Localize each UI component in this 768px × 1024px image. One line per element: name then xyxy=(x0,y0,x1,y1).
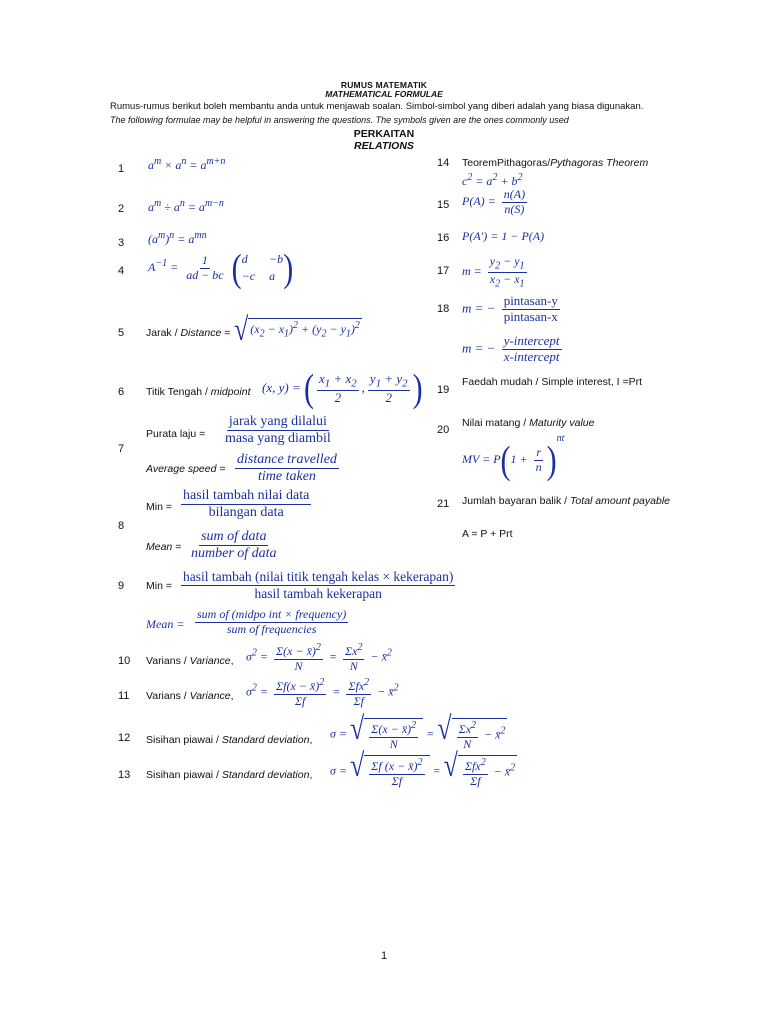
note-ms: Rumus-rumus berikut boleh membantu anda untuk menjawab soalan. Simbol-simbol yang diberi adalah yang biasa digunakan. xyxy=(110,101,644,112)
formula-number-5: 5 xyxy=(118,327,125,339)
formula-21: A = P + Prt xyxy=(462,528,513,540)
formula-5: √ $(x_2 - x_1)^2 + (y_2 - y_1)^2$ xyxy=(234,311,360,348)
formula-number-20: 20 xyxy=(437,424,450,436)
formula-8-label-ms: Min = xyxy=(146,501,172,513)
formula-11: $\sigma^2$ = $\frac{\Sigma f(x - x̄)^2}{\Sigma f}$ = $\frac{\Sigma fx^2}{\Sigma f}$ − x̄$^2$ xyxy=(246,677,399,708)
formula-7-label-ms: Purata laju = xyxy=(146,428,206,440)
formula-number-16: 16 xyxy=(437,232,450,244)
formula-7-en: $\frac{\text{distance travelled}}{\text{time taken}}$ xyxy=(237,452,337,485)
formula-number-8: 8 xyxy=(118,520,125,532)
formula-12-label: Sisihan piawai / Standard deviation, xyxy=(146,734,313,746)
formula-7-label-en: Average speed = xyxy=(146,463,226,475)
formula-number-6: 6 xyxy=(118,386,125,398)
formula-20-label: Nilai matang / Maturity value xyxy=(462,417,595,429)
section-title-ms: PERKAITAN xyxy=(353,128,415,140)
formula-number-2: 2 xyxy=(118,203,125,215)
formula-11-label: Varians / Variance, xyxy=(146,690,234,702)
formula-number-21: 21 xyxy=(437,498,450,510)
formula-10-label: Varians / Variance, xyxy=(146,655,234,667)
note-en: The following formulae may be helpful in answering the questions. The symbols given are the ones commonly used xyxy=(110,115,569,125)
formula-18-en: m = − $\frac{\text{y-intercept}}{\text{x-intercept}}$ xyxy=(462,333,560,364)
formula-18-ms: m = − $\frac{\text{pintasan-y}}{\text{pintasan-x}}$ xyxy=(462,293,558,324)
formula-10: $\sigma^2$ = $\frac{\Sigma(x - x̄)^2}{N}$ = $\frac{\Sigma x^2}{N}$ − x̄$^2$ xyxy=(246,642,392,673)
formula-6: (x, y) = ( $\frac{x_1 + x_2}{2}$ , $\frac{y_1 + y_2}{2}$ ) xyxy=(262,367,423,411)
formula-8-label-en: Mean = xyxy=(146,541,182,553)
formula-2: $a^m \div a^n = a^{m-n}$ xyxy=(148,198,224,214)
page-number: 1 xyxy=(380,950,388,962)
formula-17: m = $\frac{y_2 - y_1}{x_2 - x_1}$ xyxy=(462,254,525,290)
formula-number-9: 9 xyxy=(118,580,125,592)
formula-9-ms: $\frac{\text{hasil tambah (nilai titik tengah kelas × kekerapan)}}{\text{hasil tambah kekerapan}}$ xyxy=(183,569,454,601)
formula-9-label-ms: Min = xyxy=(146,580,172,592)
formula-20: MV = P(1 + $\frac{r}{n}$ )$^{nt}$ xyxy=(462,433,565,482)
formula-number-10: 10 xyxy=(118,655,131,667)
formula-number-15: 15 xyxy=(437,199,450,211)
section-title-en: RELATIONS xyxy=(354,140,414,152)
formula-6-label: Titik Tengah / midpoint xyxy=(146,386,251,398)
formula-3: $(a^m)^n = a^{mn}$ xyxy=(148,230,207,246)
formula-21-label: Jumlah bayaran balik / Total amount payable xyxy=(462,495,671,507)
title-en: MATHEMATICAL FORMULAE xyxy=(325,89,443,99)
formula-15: P(A) = $\frac{n(A)}{n(S)}$ xyxy=(462,187,526,216)
formula-number-4: 4 xyxy=(118,265,125,277)
formula-13-label: Sisihan piawai / Standard deviation, xyxy=(146,769,313,781)
title-ms: RUMUS MATEMATIK xyxy=(340,80,428,90)
formula-19-label: Faedah mudah / Simple interest, I =Prt xyxy=(462,376,643,388)
formula-12: σ = √ $\frac{\Sigma(x - x̄)^2}{N}$ = √ $\frac{\Sigma x^2}{N}$ − x̄$^2$ xyxy=(330,710,506,751)
formula-number-3: 3 xyxy=(118,237,125,249)
formula-13: σ = √ $\frac{\Sigma f (x - x̄)^2}{\Sigma f}$ = √ $\frac{\Sigma fx^2}{\Sigma f}$ − x̄$^2$ xyxy=(330,747,516,788)
formula-9-en: $\frac{\text{sum of (midpo int × frequency)}}{\text{sum of frequencies}}$ xyxy=(197,607,347,636)
formula-number-1: 1 xyxy=(118,163,125,175)
formula-8-ms: $\frac{\text{hasil tambah nilai data}}{\text{bilangan data}}$ xyxy=(183,488,310,521)
formula-1: $a^m \times a^n = a^{m+n}$ xyxy=(148,156,226,172)
formula-number-17: 17 xyxy=(437,265,450,277)
formula-14-label: TeoremPithagoras/Pythagoras Theorem xyxy=(462,157,649,169)
formula-16: P(A′) = 1 − P(A) xyxy=(462,229,545,243)
formula-7-ms: $\frac{\text{jarak yang dilalui}}{\text{masa yang diambil}}$ xyxy=(225,414,331,447)
formula-4: $A^{-1}$ = $\frac{1}{ad - bc}$ ( d −b −c a ) xyxy=(148,246,294,290)
formula-number-14: 14 xyxy=(437,157,450,169)
formula-8-en: $\frac{\text{sum of data}}{\text{number of data}}$ xyxy=(191,529,277,562)
formula-number-7: 7 xyxy=(118,443,125,455)
formula-5-label: Jarak / Distance = xyxy=(146,327,231,339)
formula-number-19: 19 xyxy=(437,384,450,396)
formula-number-18: 18 xyxy=(437,303,450,315)
formula-number-13: 13 xyxy=(118,769,131,781)
formula-number-11: 11 xyxy=(118,690,130,702)
formula-9-label-en: Mean = xyxy=(146,617,185,631)
formula-number-12: 12 xyxy=(118,732,131,744)
formula-14: $c^2 = a^2 + b^2$ xyxy=(462,172,523,188)
